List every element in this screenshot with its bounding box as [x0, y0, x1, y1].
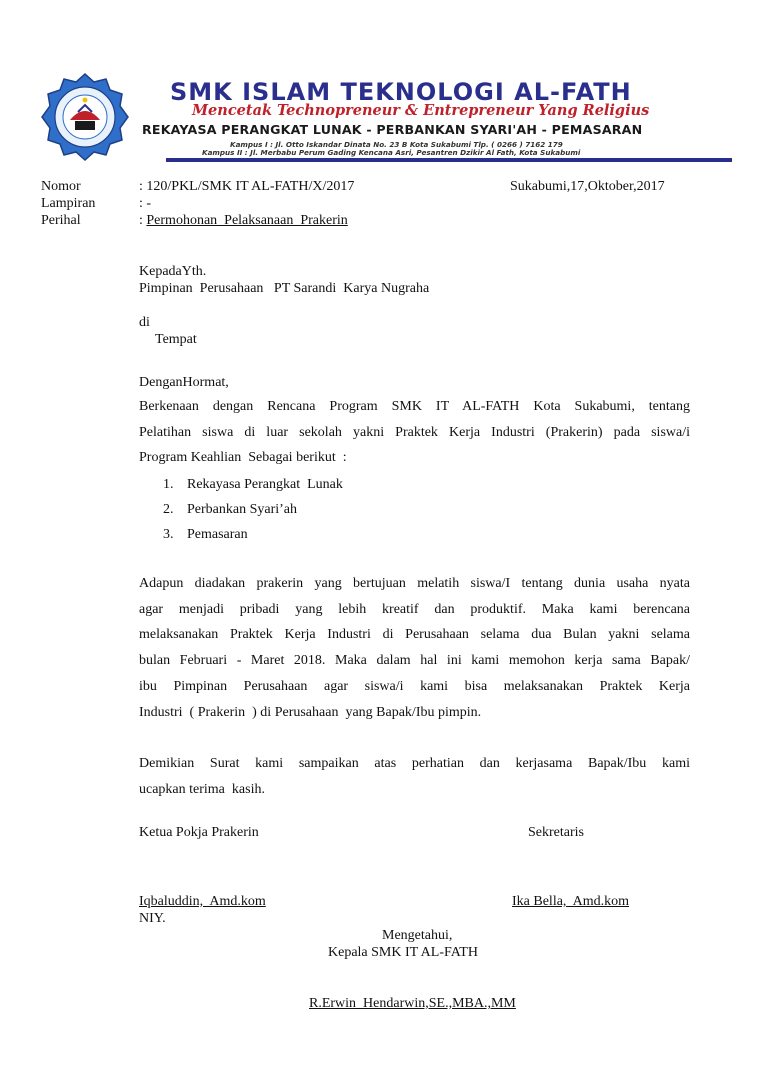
signature-right-title: Sekretaris	[528, 825, 584, 840]
letter-date: Sukabumi,17,Oktober,2017	[510, 179, 665, 194]
letterhead	[40, 72, 700, 162]
list-item: Rekayasa Perangkat Lunak	[187, 477, 343, 492]
head-title: Kepala SMK IT AL-FATH	[328, 945, 478, 960]
list-item-number: 1.	[163, 477, 174, 492]
paragraph-line: Industri ( Prakerin ) di Perusahaan yang Bapak/Ibu pimpin.	[139, 704, 482, 720]
recipient-tempat: Tempat	[155, 332, 197, 347]
list-item-number: 2.	[163, 502, 174, 517]
list-item: Pemasaran	[187, 527, 248, 542]
head-name: R.Erwin Hendarwin,SE.,MBA.,MM	[309, 996, 516, 1011]
intro-line: Program Keahlian Sebagai berikut :	[139, 450, 347, 466]
lampiran-value: : -	[139, 196, 152, 211]
school-programs: REKAYASA PERANGKAT LUNAK - PERBANKAN SYARI'AH - PEMASARAN	[142, 122, 643, 137]
signature-left-id: NIY.	[139, 911, 166, 926]
signature-left-title: Ketua Pokja Prakerin	[139, 825, 259, 840]
list-item-number: 3.	[163, 527, 174, 542]
signature-left-name: Iqbaluddin, Amd.kom	[139, 894, 266, 909]
perihal-label: Perihal	[41, 213, 81, 228]
school-tagline: Mencetak Technopreneur & Entrepreneur Yang Religius	[192, 102, 650, 119]
perihal-value: Permohonan Pelaksanaan Prakerin	[146, 213, 348, 228]
lampiran-label: Lampiran	[41, 196, 96, 211]
closing-line: Demikian Surat kami sampaikan atas perhatian dan kerjasama Bapak/Ibu kami	[139, 756, 690, 771]
letterhead-divider	[166, 158, 732, 162]
paragraph-line: bulan Februari - Maret 2018. Maka dalam hal ini kami memohon kerja sama Bapak/	[139, 653, 690, 669]
paragraph-line: agar menjadi pribadi yang lebih kreatif dan produktif. Maka kami berencana	[139, 601, 690, 617]
campus-2-address: Kampus II : Jl. Merbabu Perum Gading Kencana Asri, Pesantren Dzikir Al Fath, Kota Sukabumi	[202, 148, 581, 157]
campus-1-address: Kampus I : Jl. Otto Iskandar Dinata No. 23 B Kota Sukabumi Tlp. ( 0266 ) 7162 179	[230, 140, 563, 149]
recipient-di: di	[139, 315, 150, 330]
acknowledge-label: Mengetahui,	[382, 928, 453, 943]
school-name: SMK ISLAM TEKNOLOGI AL-FATH	[170, 78, 632, 106]
intro-paragraph	[139, 394, 690, 471]
perihal-row	[139, 213, 348, 229]
list-item: Perbankan Syari’ah	[187, 502, 298, 517]
recipient-kepada: KepadaYth.	[139, 264, 207, 279]
intro-line: Pelatihan siswa di luar sekolah yakni Praktek Kerja Industri (Prakerin) pada siswa/i	[139, 424, 690, 440]
closing-line: ucapkan terima kasih.	[139, 781, 265, 797]
intro-line: Berkenaan dengan Rencana Program SMK IT AL-FATH Kota Sukabumi, tentang	[139, 399, 690, 414]
nomor-value: : 120/PKL/SMK IT AL-FATH/X/2017	[139, 179, 355, 194]
main-paragraph	[139, 571, 690, 725]
recipient-name: Pimpinan Perusahaan PT Sarandi Karya Nugraha	[139, 281, 430, 296]
perihal-colon: :	[139, 213, 147, 228]
paragraph-line: Adapun diadakan prakerin yang bertujuan melatih siswa/I tentang dunia usaha nyata	[139, 576, 690, 591]
paragraph-line: ibu Pimpinan Perusahaan agar siswa/i kami bisa melaksanakan Praktek Kerja	[139, 678, 690, 694]
closing-paragraph	[139, 751, 690, 802]
paragraph-line: melaksanakan Praktek Kerja Industri di Perusahaan selama dua Bulan yakni selama	[139, 627, 690, 643]
signature-right-name: Ika Bella, Amd.kom	[512, 894, 630, 909]
nomor-label: Nomor	[41, 179, 81, 194]
greeting: DenganHormat,	[139, 375, 229, 390]
school-logo-icon	[40, 72, 130, 162]
